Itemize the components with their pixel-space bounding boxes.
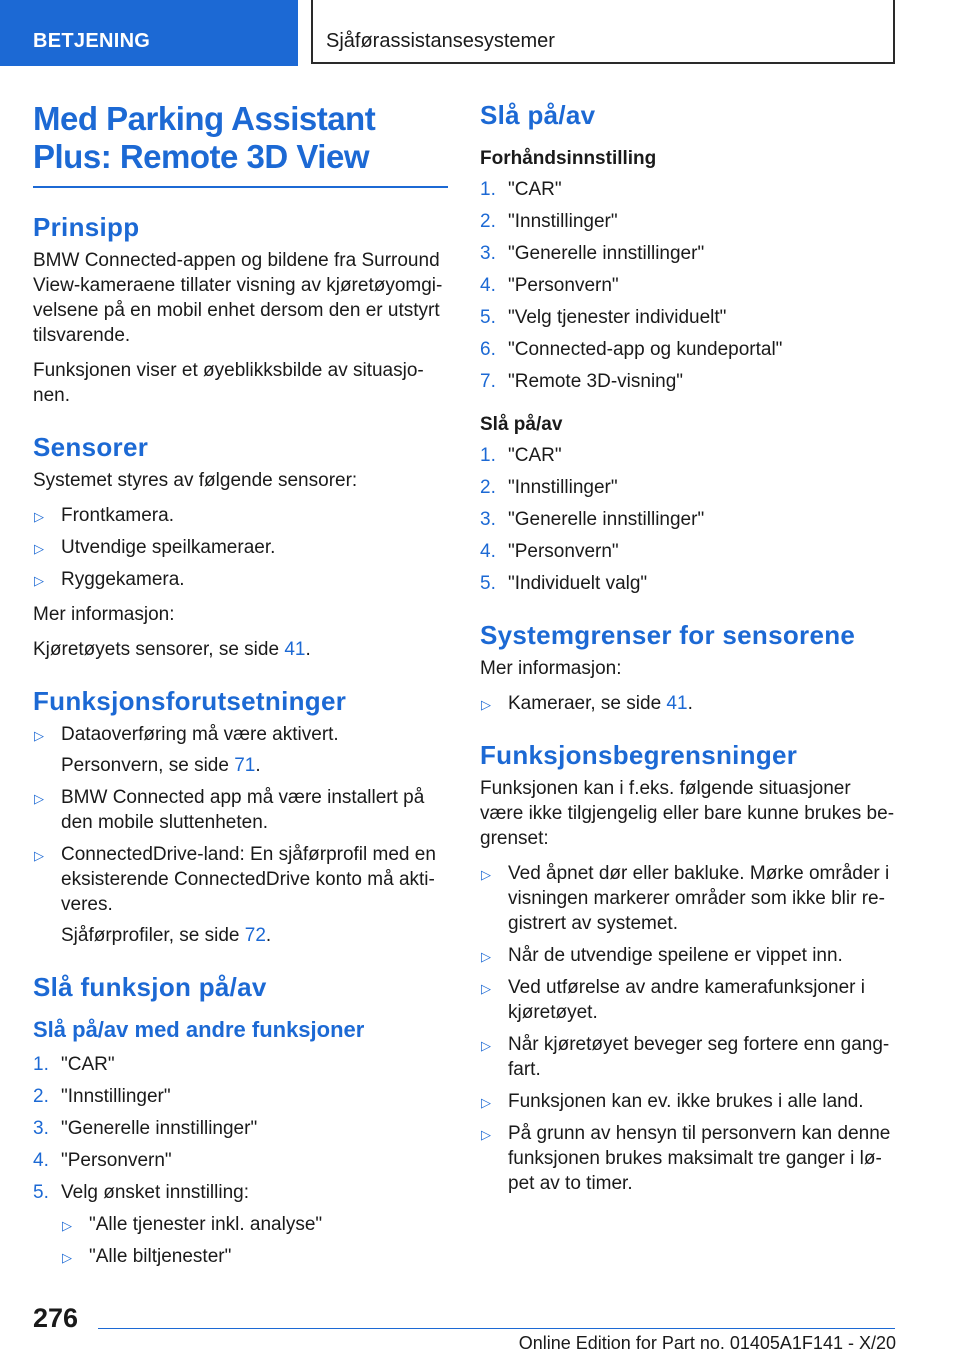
edition-note: Online Edition for Part no. 01405A1F141 - X/20	[518, 1333, 896, 1353]
right-column	[480, 100, 895, 1206]
title-divider	[33, 186, 448, 188]
triangle-bullet-icon: ▷	[481, 949, 491, 964]
page-number: 276	[33, 1303, 79, 1333]
prinsipp-paragraph-1: BMW Connected-appen og bildene fra Surround View-kameraene tillater visning av kjøretøyomgivelsene på en mobil enhet dersom den er utstyrt tilsvarende.	[33, 250, 443, 346]
step-item: 1. "CAR"	[33, 1054, 115, 1075]
reference-note: Personvern, se side 71.	[61, 755, 261, 776]
sensor-list	[33, 503, 448, 592]
step-item: 1. "CAR"	[480, 179, 562, 200]
list-item: ▷ BMW Connected app må være installert på den mobile sluttenheten.	[34, 787, 425, 833]
triangle-bullet-icon: ▷	[34, 791, 44, 806]
list-item: ▷ Ryggekamera.	[33, 567, 448, 592]
onoff-steps-list	[480, 443, 895, 596]
sensorer-more-info: Mer informasjon:	[33, 604, 175, 625]
step-item: 6. "Connected-app og kundeportal"	[480, 339, 783, 360]
list-item: ▷ "Alle tjenester inkl. analyse"	[61, 1212, 448, 1237]
step-item: 3. "Generelle innstillinger"	[33, 1118, 258, 1139]
page-link[interactable]: 72	[244, 925, 266, 946]
triangle-bullet-icon: ▷	[481, 1127, 491, 1142]
step-item: 2. "Innstillinger"	[33, 1086, 171, 1107]
step-item: 1. "CAR"	[480, 445, 562, 466]
prerequisite-list	[33, 722, 448, 948]
triangle-bullet-icon: ▷	[481, 1095, 491, 1110]
list-item: ▷ "Alle biltjenester"	[61, 1244, 448, 1269]
heading-funksjonsforutsetninger: Funksjonsforutsetninger	[33, 686, 347, 716]
step-item: 3. "Generelle innstillinger"	[480, 243, 705, 264]
list-item: ▷ På grunn av hensyn til personvern kan denne funksjonen brukes maksimalt tre ganger i løpet av to timer.	[481, 1123, 891, 1194]
triangle-bullet-icon: ▷	[34, 848, 44, 863]
list-item: ▷ Utvendige speilkameraer.	[33, 535, 448, 560]
page-link[interactable]: 41	[666, 693, 688, 714]
prinsipp-paragraph-2: Funksjonen viser et øyeblikksbilde av situasjonen.	[33, 360, 424, 406]
step-item: 5. Velg ønsket innstilling: ▷ "Alle tjenester inkl. analyse" ▷ "Alle biltjenester"	[33, 1180, 448, 1269]
step-item: 7. "Remote 3D-visning"	[480, 371, 684, 392]
step-item: 5. "Individuelt valg"	[480, 573, 648, 594]
heading-funksjonsbegrensninger: Funksjonsbegrensninger	[480, 740, 798, 770]
step-item: 4. "Personvern"	[480, 275, 619, 296]
reference-note: Sjåførprofiler, se side 72.	[61, 925, 272, 946]
page-title: Med Parking Assistant Plus: Remote 3D View	[33, 100, 376, 175]
chapter-title: Sjåførassistansesystemer	[311, 0, 895, 64]
triangle-bullet-icon: ▷	[34, 573, 44, 588]
left-column	[33, 100, 448, 1279]
sensorer-intro: Systemet styres av følgende sensorer:	[33, 470, 358, 491]
triangle-bullet-icon: ▷	[481, 867, 491, 882]
heading-prinsipp: Prinsipp	[33, 212, 140, 242]
list-item: ▷ Dataoverføring må være aktivert. Personvern, se side 71.	[33, 722, 448, 778]
begrensninger-intro: Funksjonen kan i f.eks. følgende situasjoner være ikke tilgjengelig eller bare kunne brukes begrenset:	[480, 778, 895, 849]
triangle-bullet-icon: ▷	[34, 541, 44, 556]
triangle-bullet-icon: ▷	[62, 1250, 72, 1265]
sensorer-reference: Kjøretøyets sensorer, se side 41.	[33, 639, 311, 660]
step-item: 4. "Personvern"	[33, 1150, 172, 1171]
heading-sensorer: Sensorer	[33, 432, 149, 462]
list-item: ▷ Kameraer, se side 41.	[480, 691, 895, 716]
preset-steps-list	[480, 177, 895, 394]
onoff-label: Slå på/av	[480, 414, 563, 435]
list-item: ▷ Når kjøretøyet beveger seg fortere enn gangfart.	[481, 1034, 890, 1080]
list-item: ▷ Når de utvendige speilene er vippet inn.	[480, 943, 895, 968]
footer-divider	[98, 1328, 895, 1329]
list-item: ▷ ConnectedDrive-land: En sjåførprofil med en eksisterende ConnectedDrive konto må aktiveres. Sjåførprofiler, se side 72.	[33, 842, 448, 948]
triangle-bullet-icon: ▷	[481, 1038, 491, 1053]
page-link[interactable]: 71	[234, 755, 256, 776]
limitations-list	[480, 861, 895, 1196]
triangle-bullet-icon: ▷	[481, 981, 491, 996]
triangle-bullet-icon: ▷	[62, 1218, 72, 1233]
list-item: ▷ Frontkamera.	[33, 503, 448, 528]
triangle-bullet-icon: ▷	[34, 509, 44, 524]
section-tab: BETJENING	[0, 0, 298, 66]
grenser-more-info: Mer informasjon:	[480, 658, 622, 679]
heading-systemgrenser: Systemgrenser for sensorene	[480, 620, 856, 650]
heading-sla-funksjon: Slå funksjon på/av	[33, 972, 267, 1002]
step-item: 3. "Generelle innstillinger"	[480, 509, 705, 530]
step-item: 4. "Personvern"	[480, 541, 619, 562]
page-link[interactable]: 41	[284, 639, 306, 660]
preset-label: Forhåndsinnstilling	[480, 148, 657, 169]
option-list	[61, 1212, 448, 1269]
subheading-andre-funksjoner: Slå på/av med andre funksjoner	[33, 1017, 365, 1042]
step-item: 5. "Velg tjenester individuelt"	[480, 307, 727, 328]
grenser-list	[480, 691, 895, 716]
list-item: ▷ Ved åpnet dør eller bakluke. Mørke områder i visningen markerer områder som ikke blir registrert av systemet.	[481, 863, 890, 934]
list-item: ▷ Ved utførelse av andre kamerafunksjoner i kjøretøyet.	[481, 977, 865, 1023]
step-item: 2. "Innstillinger"	[480, 211, 618, 232]
triangle-bullet-icon: ▷	[481, 697, 491, 712]
page-header	[0, 0, 960, 66]
list-item: ▷ Funksjonen kan ev. ikke brukes i alle land.	[480, 1089, 895, 1114]
steps-list	[33, 1052, 448, 1269]
heading-sla-pa-av: Slå på/av	[480, 100, 596, 130]
step-item: 2. "Innstillinger"	[480, 477, 618, 498]
triangle-bullet-icon: ▷	[34, 728, 44, 743]
